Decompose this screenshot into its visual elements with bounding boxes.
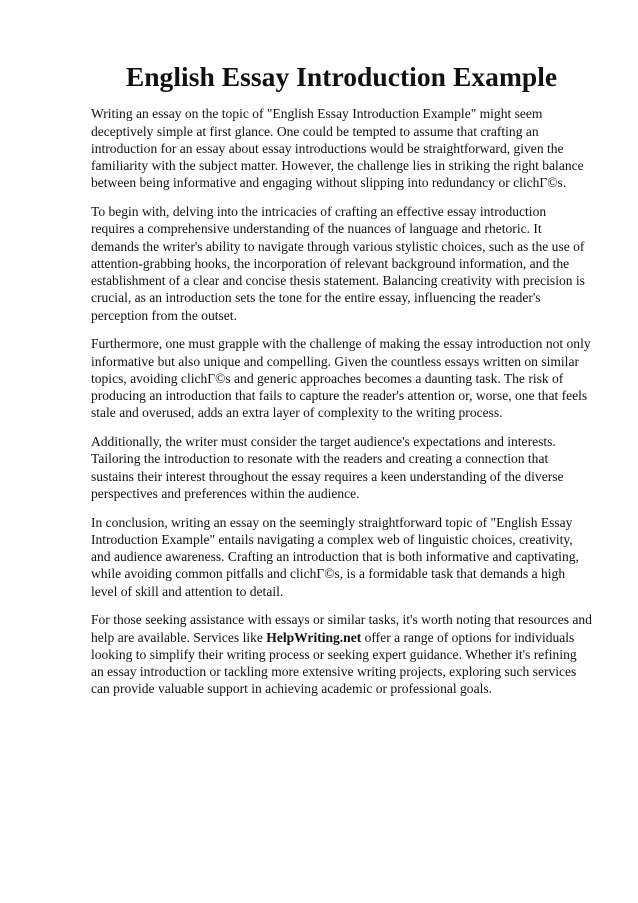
paragraph-4: Additionally, the writer must consider the target audience's expectations and interests. Tailoring the introduction to resonate with the readers and creating a connection that sustains their interest throughout the essay requires a keen understanding of the diverse perspectives and preferences within the audience. <box>91 434 564 501</box>
closing-paragraph <box>91 611 592 697</box>
paragraph-5: In conclusion, writing an essay on the seemingly straightforward topic of "English Essay Introduction Example" entails navigating a complex web of linguistic choices, creativity, and audience awareness. Crafting an introduction that is both informative and captivating, while avoiding common pitfalls and clichГ©s, is a formidable task that demands a high level of skill and attention to detail. <box>91 514 579 599</box>
paragraph-2: To begin with, delving into the intricacies of crafting an effective essay introduction requires a comprehensive understanding of the nuances of language and rhetoric. It demands the writer's ability to navigate through various stylistic choices, such as the use of attention-grabbing hooks, the incorporation of relevant background information, and the establishment of a clear and concise thesis statement. Balancing creativity with precision is crucial, as an introduction sets the tone for the entire essay, influencing the reader's perception from the outset. <box>91 204 585 323</box>
document-title: English Essay Introduction Example <box>125 61 558 92</box>
paragraph-3: Furthermore, one must grapple with the challenge of making the essay introduction not only informative but also unique and compelling. Given the countless essays written on similar topics, avoiding clichГ©s and generic approaches becomes a daunting task. The risk of producing an introduction that fails to capture the reader's attention or, worse, one that feels stale and overused, adds an extra layer of complexity to the writing process. <box>91 336 591 421</box>
closing-text-after: offer a range of options for individuals looking to simplify their writing process or seeking expert guidance. Whether it's refining an essay introduction or tackling more extensive writing projects, exploring such services can provide valuable support in achieving academic or professional goals. <box>91 629 577 697</box>
service-name: HelpWriting.net <box>266 629 362 645</box>
paragraph-1: Writing an essay on the topic of "English Essay Introduction Example" might seem deceptively simple at first glance. One could be tempted to assume that crafting an introduction for an essay about essay introductions would be straightforward, given the familiarity with the subject matter. However, the challenge lies in striking the right balance between being informative and engaging without slipping into redundancy or clichГ©s. <box>91 106 584 191</box>
closing-text-before: For those seeking assistance with essays or similar tasks, it's worth noting that resources and help are available. Services like <box>91 612 592 645</box>
